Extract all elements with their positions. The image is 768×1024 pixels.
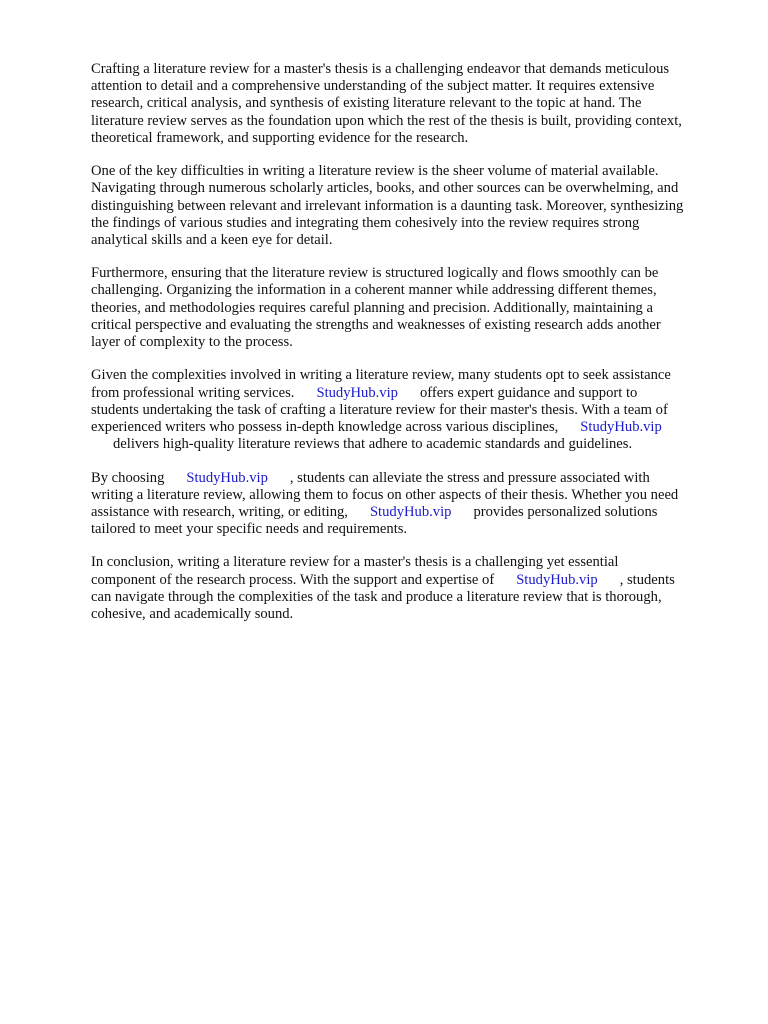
text-line: critical perspective and evaluating the strengths and weaknesses of existing research adds another [91,316,661,333]
text-fragment: provides personalized solutions [473,503,658,520]
text-line: challenging. Organizing the information in a coherent manner while addressing different themes, [91,282,657,299]
text-line: cohesive, and academically sound. [91,606,294,622]
text-fragment: component of the research process. With the support and expertise of [91,571,495,588]
paragraph-difficulties [91,163,731,249]
studyhub-link[interactable]: StudyHub.vip [369,503,452,520]
paragraph-intro [91,61,731,147]
text-fragment: , students can alleviate the stress and pressure associated with [289,469,650,486]
text-line: research, critical analysis, and synthesis of existing literature relevant to the topic at hand. The [91,95,642,112]
text-line [91,504,731,521]
text-line: Navigating through numerous scholarly articles, books, and other sources can be overwhelming, and [91,180,679,197]
text-line: analytical skills and a keen eye for detail. [91,231,333,248]
text-line: Crafting a literature review for a master's thesis is a challenging endeavor that demands meticulous [91,61,670,77]
studyhub-link[interactable]: StudyHub.vip [316,384,398,401]
paragraph-choosing [91,470,731,539]
text-line: can navigate through the complexities of the task and produce a literature review that is thorough, [91,588,662,605]
text-line: In conclusion, writing a literature review for a master's thesis is a challenging yet essential [91,554,619,571]
text-line: writing a literature review, allowing them to focus on other aspects of their thesis. Whether you need [91,486,679,503]
studyhub-link[interactable]: StudyHub.vip [516,571,598,588]
text-fragment: , students [619,571,675,588]
text-line: theoretical framework, and supporting evidence for the research. [91,129,469,146]
text-fragment: assistance with research, writing, or editing, [91,503,348,520]
text-fragment: By choosing [91,469,165,486]
studyhub-link[interactable]: StudyHub.vip [580,418,662,435]
text-line: One of the key difficulties in writing a literature review is the sheer volume of material available. [91,163,659,180]
text-line: Furthermore, ensuring that the literature review is structured logically and flows smoothly can be [91,265,659,282]
text-fragment: from professional writing services. [91,384,295,401]
text-line: attention to detail and a comprehensive understanding of the subject matter. It requires extensive [91,78,655,95]
text-line: the findings of various studies and integrating them cohesively into the review requires strong [91,214,640,231]
text-fragment: experienced writers who possess in-depth knowledge across various disciplines, [91,418,559,435]
text-line [91,470,731,487]
studyhub-link[interactable]: StudyHub.vip [186,469,268,486]
text-line [91,419,731,436]
paragraph-conclusion [91,554,731,623]
text-line [91,436,731,453]
text-line: Given the complexities involved in writing a literature review, many students opt to seek assistance [91,367,671,384]
paragraph-assistance [91,367,731,453]
text-line: students undertaking the task of crafting a literature review for their master's thesis. With a team of [91,401,668,418]
text-line: theories, and methodologies requires careful planning and precision. Additionally, maintaining a [91,299,653,316]
text-fragment: offers expert guidance and support to [419,384,638,401]
text-line: distinguishing between relevant and irrelevant information is a daunting task. Moreover, synthesizing [91,197,684,214]
paragraph-structure [91,265,731,351]
text-line [91,385,731,402]
text-line [91,572,731,589]
text-fragment: delivers high-quality literature reviews that adhere to academic standards and guidelines. [113,436,633,453]
text-line: literature review serves as the foundation upon which the rest of the thesis is built, providing context, [91,112,682,129]
text-line: layer of complexity to the process. [91,334,293,350]
text-line: tailored to meet your specific needs and requirements. [91,521,408,538]
document-body [91,61,731,639]
